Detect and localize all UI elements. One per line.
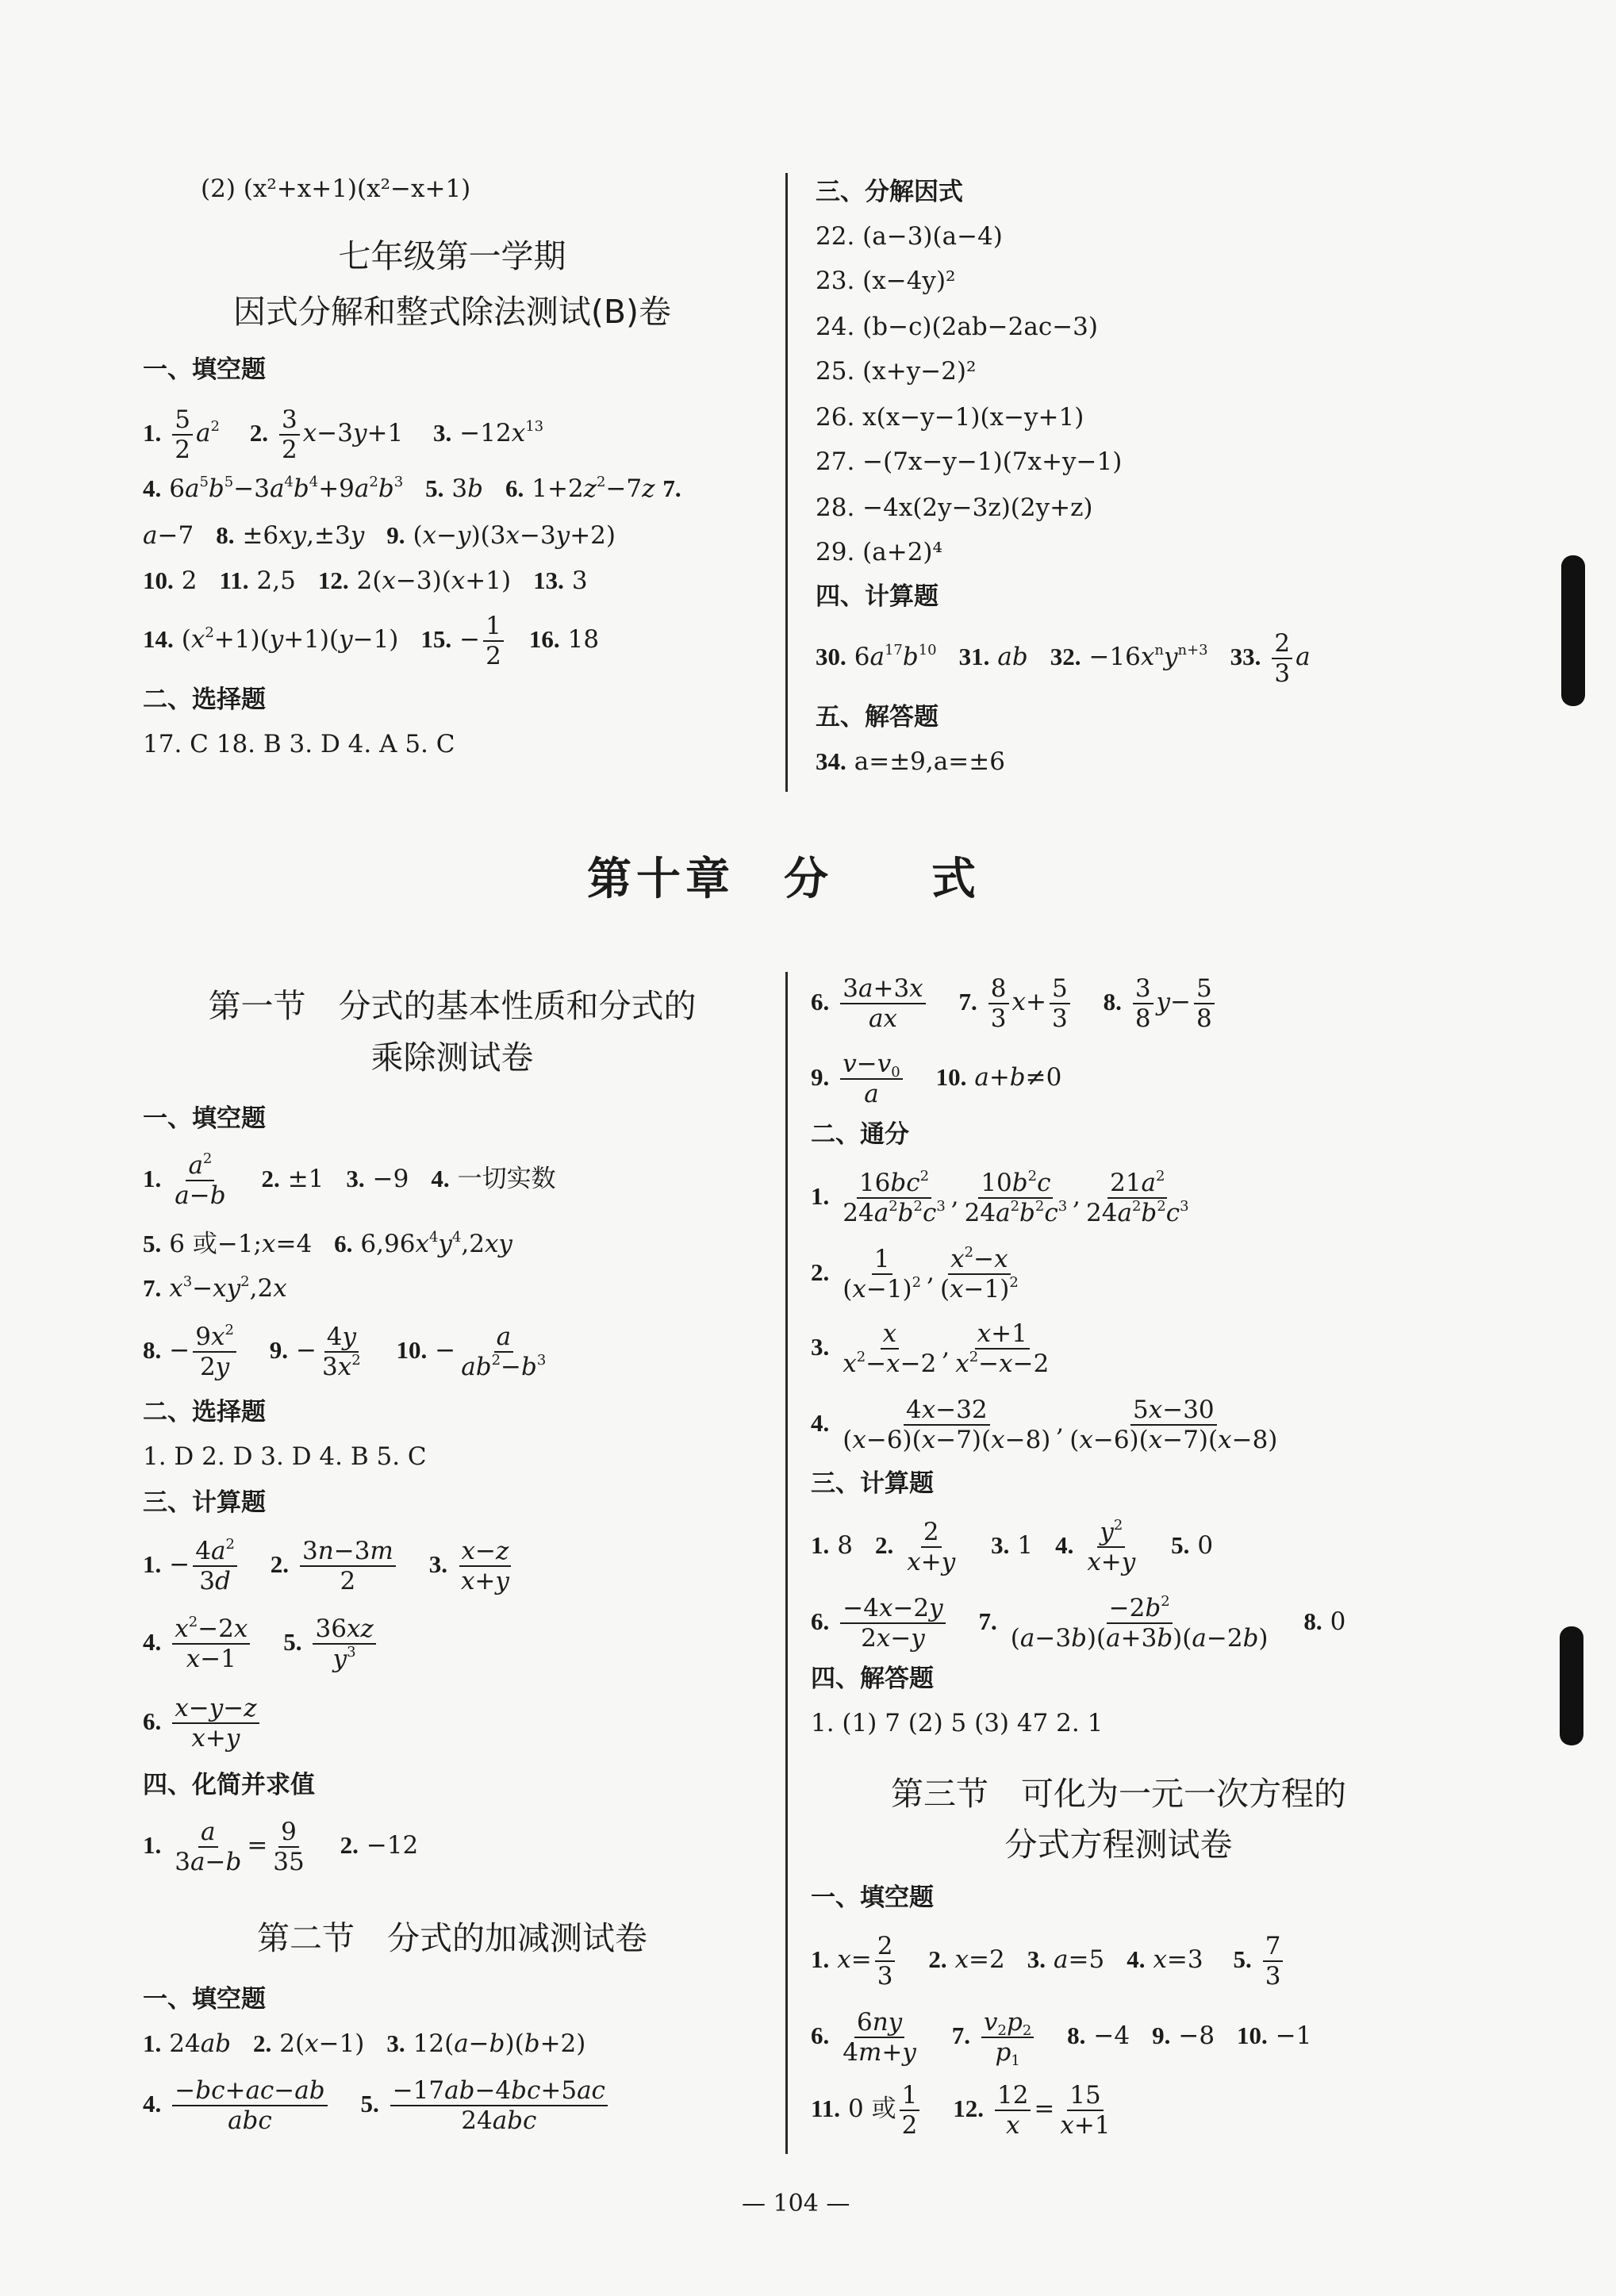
- section3-answers-11-12: 11. 0 或 $\frac{1}{2}$ 12. $\frac{12}{x}$ = $\frac{15}{x+1}$: [811, 2080, 1111, 2140]
- section1-choice-heading: 二、选择题: [143, 1398, 266, 1426]
- section2-common-heading: 二、通分: [811, 1120, 909, 1149]
- common-answer-2: 2. $\frac{1}{(x-1)^2}$ , $\frac{x^2-x}{(x-1)^2}$: [811, 1243, 1019, 1303]
- test-b-factor-heading: 三、分解因式: [816, 178, 963, 206]
- section1-answers-8-10: 8. − $\frac{9x^2}{2y}$ 9. − $\frac{4y}{3x^2}$ 10. − $\frac{a}{ab^2-b^3}$: [143, 1321, 547, 1381]
- factor-answer-28: 28. −4x(2y−3z)(2y+z): [816, 493, 1093, 522]
- section2-answers-4-5: 4. $\frac{-bc+ac-ab}{\text{abc}}$ 5. $\frac{-17ab-4bc+5ac}{\text{24abc}}$: [143, 2074, 611, 2135]
- test-b-answers-7-9: a−7 8. ±6xy,±3y 9. (x−y)(3x−3y+2): [143, 521, 616, 550]
- section3-title-line2: 分式方程测试卷: [1004, 1826, 1233, 1864]
- section2-fill-heading: 一、填空题: [143, 1985, 266, 2014]
- section2-calc-answers-6-8: 6. $\frac{-4x-2y}{2x-y}$ 7. $\frac{-2b^2}{(a-3b)(a+3b)(a-2b)}$ 8. 0: [811, 1592, 1346, 1653]
- test-b-fill-heading: 一、填空题: [143, 355, 266, 384]
- factor-answer-27: 27. −(7x−y−1)(7x+y−1): [816, 447, 1123, 476]
- test-b-answers-14-16: 14. $(x^2+1)(y+1)(y-1) 15$. − $\frac{1}{2}$ 16. 18: [143, 611, 600, 670]
- section1-simplify-answers: 1. $\frac{a}{3a-b}$ = $\frac{9}{35}$ 2. −12: [143, 1817, 419, 1876]
- common-answer-1: 1. $\frac{16bc^2}{24a^2b^2c^3}$ , $\frac{10b^2c}{24a^2b^2c^3}$ , $\frac{21a^2}{24a^2b^2c^3}$: [811, 1167, 1189, 1227]
- column-divider-bottom: [785, 972, 788, 2154]
- section2-answers-6-8: 6. $\frac{3a+3x}{ax}$ 7. $\frac{8}{3}$ x+ $\frac{5}{3}$ 8. $\frac{3}{8}$ y− $\frac{5}{8}$: [811, 972, 1218, 1033]
- section1-answers-5-6: 5. 6 或−1;x=4 6. $6,96x^4y^4,2xy$: [143, 1229, 512, 1258]
- section1-choice-answers: 1. D 2. D 3. D 4. B 5. C: [143, 1442, 427, 1471]
- section1-simplify-heading: 四、化简并求值: [143, 1771, 315, 1799]
- common-answer-3: 3. $\frac{x}{x^2-x-2}$ , $\frac{x+1}{x^2-x-2}$: [811, 1319, 1050, 1378]
- test-b-title-line1: 七年级第一学期: [338, 237, 566, 275]
- section2-answers-9-10: 9. $\frac{v-v_0}{a}$ 10. a+b≠0: [811, 1049, 1062, 1108]
- section1-calc-answers-4-5: 4. $\frac{x^2-2x}{x-1}$ 5. $\frac{36xz}{y^3}$: [143, 1612, 379, 1673]
- factor-answer-26: 26. x(x−y−1)(x−y+1): [816, 403, 1084, 432]
- section2-calc-answers-1-5: 1. 8 2. $\frac{2}{x+y}$ 3. 1 4. $\frac{y^2}{x+y}$ 5. 0: [811, 1516, 1214, 1576]
- section2-solve-heading: 四、解答题: [811, 1664, 934, 1693]
- section1-calc-heading: 三、计算题: [143, 1488, 266, 1517]
- section1-calc-answers-1-3: 1. − $\frac{4a^2}{3d}$ 2. $\frac{3n-3m}{2}$ 3. $\frac{x-z}{x+y}$: [143, 1534, 515, 1595]
- factor-answer-23: 23. (x−4y)²: [816, 267, 956, 295]
- page-number: — 104 —: [742, 2190, 850, 2217]
- test-b-choice-heading: 二、选择题: [143, 685, 266, 714]
- section3-fill-heading: 一、填空题: [811, 1883, 934, 1912]
- section1-answers-1-4: 1. $\frac{a^2}{a-b}$ 2. ±1 3. −9 4. 一切实数: [143, 1150, 556, 1210]
- section2-calc-heading: 三、计算题: [811, 1469, 934, 1498]
- chapter-title: 第十章 分 式: [587, 854, 981, 905]
- section2-answers-1-3: 1. 24ab 2. 2(x−1) 3. 12(a−b)(b+2): [143, 2029, 586, 2058]
- test-b-answer-34: 34. a=±9,a=±6: [816, 747, 1005, 776]
- column-divider-top: [785, 173, 788, 792]
- section3-answers-1-5: 1. x= $\frac{2}{3}$ 2. x=2 3. a=5 4. x=3 5. $\frac{7}{3}$: [811, 1929, 1286, 1991]
- test-b-solve-heading: 五、解答题: [816, 703, 939, 731]
- section1-calc-answer-6: 6. $\frac{x-y-z}{x+y}$: [143, 1691, 263, 1753]
- common-answer-4: 4. $\frac{4x-32}{(x-6)(x-7)(x-8)}$ , $\frac{5x-30}{(x-6)(x-7)(x-8)}$: [811, 1395, 1278, 1454]
- section2-title: 第二节 分式的加减测试卷: [257, 1919, 647, 1957]
- section1-answer-7: 7. $x^3-xy^2,2x$: [143, 1273, 287, 1303]
- scan-mark-lower: [1560, 1626, 1583, 1745]
- factor-answer-22: 22. (a−3)(a−4): [816, 222, 1003, 251]
- test-b-calc-answers: 30. $6a^{17}b^{10}$ 31. ab 32. $-16x^ny^{n+3}$ 33. $\frac{2}{3}$ a: [816, 628, 1311, 688]
- test-b-answers-4-7: 4. $6a^5b^5-3a^4b^4+9a^2b^3$ 5. 3b 6. $1+2z^2-7z$ 7.: [143, 474, 681, 503]
- test-b-calc-heading: 四、计算题: [816, 582, 939, 611]
- factor-answer-24: 24. (b−c)(2ab−2ac−3): [816, 313, 1099, 341]
- section3-title-line1: 第三节 可化为一元一次方程的: [891, 1775, 1346, 1813]
- scan-mark-upper: [1561, 555, 1585, 706]
- section3-answers-6-10: 6. $\frac{6ny}{4m+y}$ 7. $\frac{v_2p_2}{p_1}$ 8. −4 9. −8 10. −1: [811, 2007, 1312, 2069]
- test-b-title-line2: 因式分解和整式除法测试(B)卷: [232, 293, 672, 331]
- section1-title-line1: 第一节 分式的基本性质和分式的: [208, 987, 697, 1025]
- section2-solve-answers: 1. (1) 7 (2) 5 (3) 47 2. 1: [811, 1709, 1104, 1737]
- section1-fill-heading: 一、填空题: [143, 1104, 266, 1133]
- test-b-answers-10-13: 10. 2 11. 2,5 12. 2(x−3)(x+1) 13. 3: [143, 566, 588, 595]
- factor-answer-29: 29. (a+2)⁴: [816, 538, 942, 566]
- test-b-choice-answers: 17. C 18. B 3. D 4. A 5. C: [143, 730, 455, 758]
- section1-title-line2: 乘除测试卷: [370, 1039, 534, 1077]
- factor-answer-25: 25. (x+y−2)²: [816, 357, 977, 386]
- answer-34-text: a=±9,a=±6: [854, 747, 1005, 776]
- intro-answer: (2) (x²+x+1)(x²−x+1): [201, 175, 471, 203]
- test-b-answers-1-3: 1. $\frac{5}{2}$ $a^2$ 2. $\frac{3}{2}$ x−3y+1 3. $-12x^{13}$: [143, 405, 544, 464]
